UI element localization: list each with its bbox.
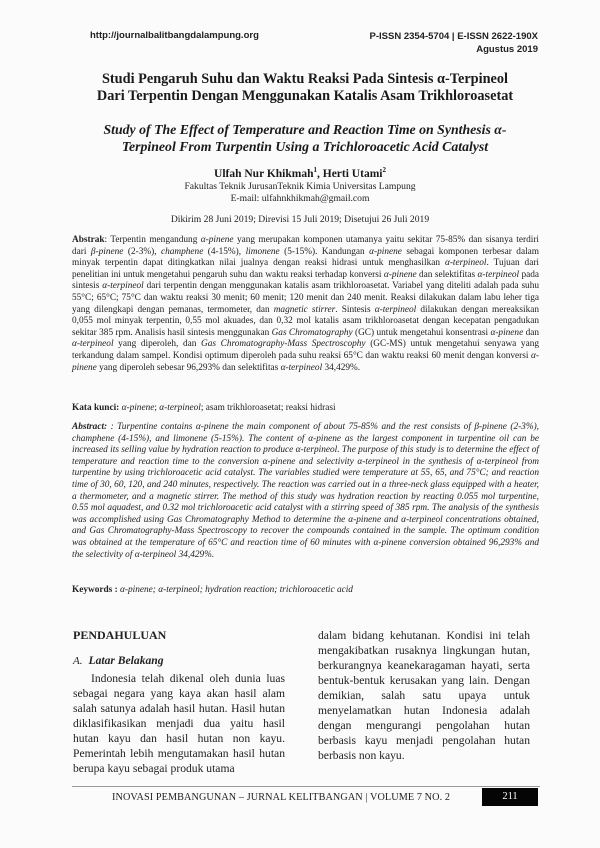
abstrak-segment: α-terpineol xyxy=(444,258,487,269)
keywords-body: α-pinene; α-terpineol; hydration reaction; trichloroacetic acid xyxy=(117,585,353,595)
abstrak-segment: Gas Chromatography xyxy=(271,327,353,338)
authors xyxy=(100,166,500,180)
abstrak-segment: α-terpineol xyxy=(72,339,114,350)
abstrak-segment: (2-3%), xyxy=(123,246,161,257)
issn-text: P-ISSN 2354-5704 | E-ISSN 2622-190X xyxy=(369,31,538,42)
kata-kunci-label: Kata kunci: xyxy=(72,403,120,413)
author-1: Ulfah Nur Khikmah xyxy=(214,167,314,180)
abstrak-segment: (4-15%), xyxy=(203,246,246,257)
subsection-heading xyxy=(73,653,285,669)
abstrak xyxy=(72,235,539,374)
title-indonesian xyxy=(70,71,540,105)
kata-kunci-body xyxy=(119,403,335,413)
abstrak-label: Abstrak xyxy=(72,235,105,245)
keywords-label: Keywords : xyxy=(72,585,118,595)
abstrak-segment: α-terpineol xyxy=(280,362,323,373)
abstrak-segment: dilakukan dengan mereaksikan 0,055 mol minyak terpentin, 0,55 mol akuades, dan 0,32 mol katalis asam trikhloroasetat dengan kecepatan pengadukan sekitar 385 rpm. Analisis hasil sintesis menggunakan xyxy=(72,304,539,338)
abstrak-segment: dan selektifitas xyxy=(416,269,478,280)
keywords xyxy=(72,585,539,595)
title-id-line1: Studi Pengaruh Suhu dan Waktu Reaksi Pada Sintesis α-Terpineol xyxy=(101,71,509,87)
subsection-title: Latar Belakang xyxy=(88,654,164,667)
abstrak-segment: α-terpineol xyxy=(102,281,144,292)
author-2: Herti Utami xyxy=(322,167,383,180)
section-heading: PENDAHULUAN xyxy=(73,628,167,642)
journal-url[interactable]: http://journalbalitbangdalampung.org xyxy=(90,30,259,41)
kata-kunci xyxy=(72,403,539,413)
title-id-line2: Dari Terpentin Dengan Menggunakan Katalis Asam Trikhloroasetat xyxy=(96,88,514,104)
body-column-right xyxy=(318,628,530,763)
title-en-line2: Terpineol From Turpentin Using a Trichloroacetic Acid Catalyst xyxy=(121,139,489,154)
title-en-line1: Study of The Effect of Temperature and Reaction Time on Synthesis α- xyxy=(103,122,507,137)
abstrak-segment: sebagai komponen terbesar dalam minyak terpentin dapat ditingkatkan nilai jualnya dengan reaksi hidrasi untuk menghasilkan xyxy=(72,246,540,269)
kata-kunci-segment: α-pinene xyxy=(119,403,155,413)
kata-kunci-segment: α-terpineol xyxy=(159,403,201,413)
abstract-english xyxy=(72,422,539,561)
abstrak-segment: . Tujuan dari penelitian ini untuk mengetahui pengaruh suhu dan waktu reaksi terhadap konversi xyxy=(72,258,540,280)
title-english xyxy=(70,121,540,155)
abstract-label: Abstract: xyxy=(72,422,108,432)
abstrak-segment: yang merupakan komponen utamanya yaitu sekitar 75-85% dan sisanya terdiri dari xyxy=(72,235,539,257)
abstrak-segment: β-pinene xyxy=(90,246,124,257)
abstrak-segment: α-pinene xyxy=(200,235,234,245)
abstrak-segment: dan xyxy=(523,327,540,338)
abstrak-segment: α-terpineol xyxy=(477,269,520,280)
footer-journal: INOVASI PEMBANGUNAN – JURNAL KELITBANGAN | VOLUME 7 NO. 2 xyxy=(112,792,451,803)
kata-kunci-segment: ; asam trikhloroasetat; reaksi hidrasi xyxy=(200,403,336,413)
submission-dates: Dikirim 28 Juni 2019; Direvisi 15 Juli 2019; Disetujui 26 Juli 2019 xyxy=(170,214,430,225)
paragraph-left: Indonesia telah dikenal oleh dunia luas sebagai negara yang kaya akan hasil alam salah satunya adalah hasil hutan. Hasil hutan diklasifikasikan menjadi dua yaitu hasil hutan kayu dan hasil hutan non kayu. Pemerintah lebih mengutamakan hasil hutan berupa kayu sebagai produk utama xyxy=(73,672,285,775)
abstrak-segment: . Sintesis xyxy=(335,304,375,315)
author-2-sup: 2 xyxy=(382,166,386,174)
abstrak-segment: α-pinene xyxy=(72,350,539,373)
abstrak-segment: yang diperoleh, dan xyxy=(113,339,202,350)
affiliation-block xyxy=(100,181,500,204)
footer-divider xyxy=(72,786,540,787)
abstract-body: : Turpentine contains α-pinene the main component of about 75-85% and the rest consists of β-pinene (2-3%), champhene (4-15%), and limonene (5-15%). The content of α-pinene as the largest component in turpentine oil can be increased its selling value by hydration reaction to produce α-terpineol. The purpose of this study is to determine the effect of temperature and reaction time to the conversion α-pinene and selectivity α-terpineol in the synthesis of α-terpineol from turpentine by using trichloroacetic acid catalyst. The variables studied were temperature at 55, 65, and 75°C; and reaction time of 30, 60, 120, and 240 minutes, respectively. The reaction was carried out in a three-neck glass equipped with a heater, a thermometer, and a magnetic stirrer. The method of this study was hydration reaction by reacting 0.055 mol turpentine, 0.55 mol aquadest, and 0.32 mol trichloroacetic acid catalyst with a stirring speed of 385 rpm. The analysis of the synthesis was accomplished using Gas Chromatography Method to determine the α-pinene and α-terpineol concentrations obtained, and Gas Chromatography-Mass Spectroscopy to recover the compounds contained in the sample. The optimum condition was obtained at the temperature of 65°C and reaction time of 60 minutes with α-pinene conversion obtained 96,293% and the selectivity of α-terpineol 34,429%. xyxy=(72,422,539,560)
abstrak-segment: (GC) untuk mengetahui konsentrasi xyxy=(352,327,491,338)
abstrak-segment: magnetic stirrer xyxy=(273,304,336,315)
affiliation: Fakultas Teknik JurusanTeknik Kimia Universitas Lampung xyxy=(184,181,416,192)
abstrak-segment: (GC-MS) untuk mengetahui senyawa yang terkandung dalam sampel. Kondisi optimum diperoleh pada suhu reaksi 65°C dan waktu reaksi 60 menit dengan konversi xyxy=(72,339,539,361)
abstrak-segment: dari terpentin dengan menggunakan katalis asam trikhloroasetat. Variabel yang diteliti adalah pada suhu 55°C; 65°C; 75°C dan waktu reaksi 30 menit; 60 menit; 120 menit dan 240 menit. Reaksi dilakukan dalam labu leher tiga yang dilengkapi dengan pemanas, termometer, dan xyxy=(72,281,540,315)
abstrak-segment: pada sintesis xyxy=(72,269,540,292)
author-email[interactable]: E-mail: ulfahnkhikmah@gmail.com xyxy=(230,192,370,204)
subsection-number: A. xyxy=(73,655,83,667)
abstrak-body xyxy=(72,235,539,373)
issue-date: Agustus 2019 xyxy=(476,44,538,55)
abstrak-segment: yang diperoleh sebesar 96,293% dan selektifitas xyxy=(96,362,281,373)
abstrak-segment: α-pinene xyxy=(369,246,402,257)
abstrak-segment: 34,429%. xyxy=(322,362,361,373)
header-issn-block xyxy=(370,30,538,56)
abstrak-segment: champhene xyxy=(161,246,204,257)
abstrak-segment: α-pinene xyxy=(383,269,417,280)
abstrak-segment: Gas Chromatography-Mass Spectroscophy xyxy=(201,339,366,350)
body-column-left xyxy=(73,628,285,776)
kata-kunci-segment: ; xyxy=(154,403,160,413)
page-number: 211 xyxy=(482,788,538,806)
abstrak-segment: : Terpentin mengandung xyxy=(104,235,201,245)
abstrak-segment: α-terpineol xyxy=(374,304,417,315)
abstrak-segment: (5-15%). Kandungan xyxy=(279,246,370,257)
author-sep: , xyxy=(317,167,323,180)
abstrak-segment: limonene xyxy=(245,246,280,257)
author-1-sup: 1 xyxy=(313,166,317,174)
paragraph-right: dalam bidang kehutanan. Kondisi ini telah mengakibatkan rusaknya lingkungan hutan, berkurangnya keanekaragaman hayati, serta bentuk-bentuk kerusakan yang lain. Dengan demikian, salah satu upaya untuk menyelamatkan hutan Indonesia adalah dengan mengurangi pengolahan hutan berbasis kayu menjadi pengolahan hutan berbasis non kayu. xyxy=(318,629,530,762)
abstrak-segment: α-pinene xyxy=(490,327,524,338)
